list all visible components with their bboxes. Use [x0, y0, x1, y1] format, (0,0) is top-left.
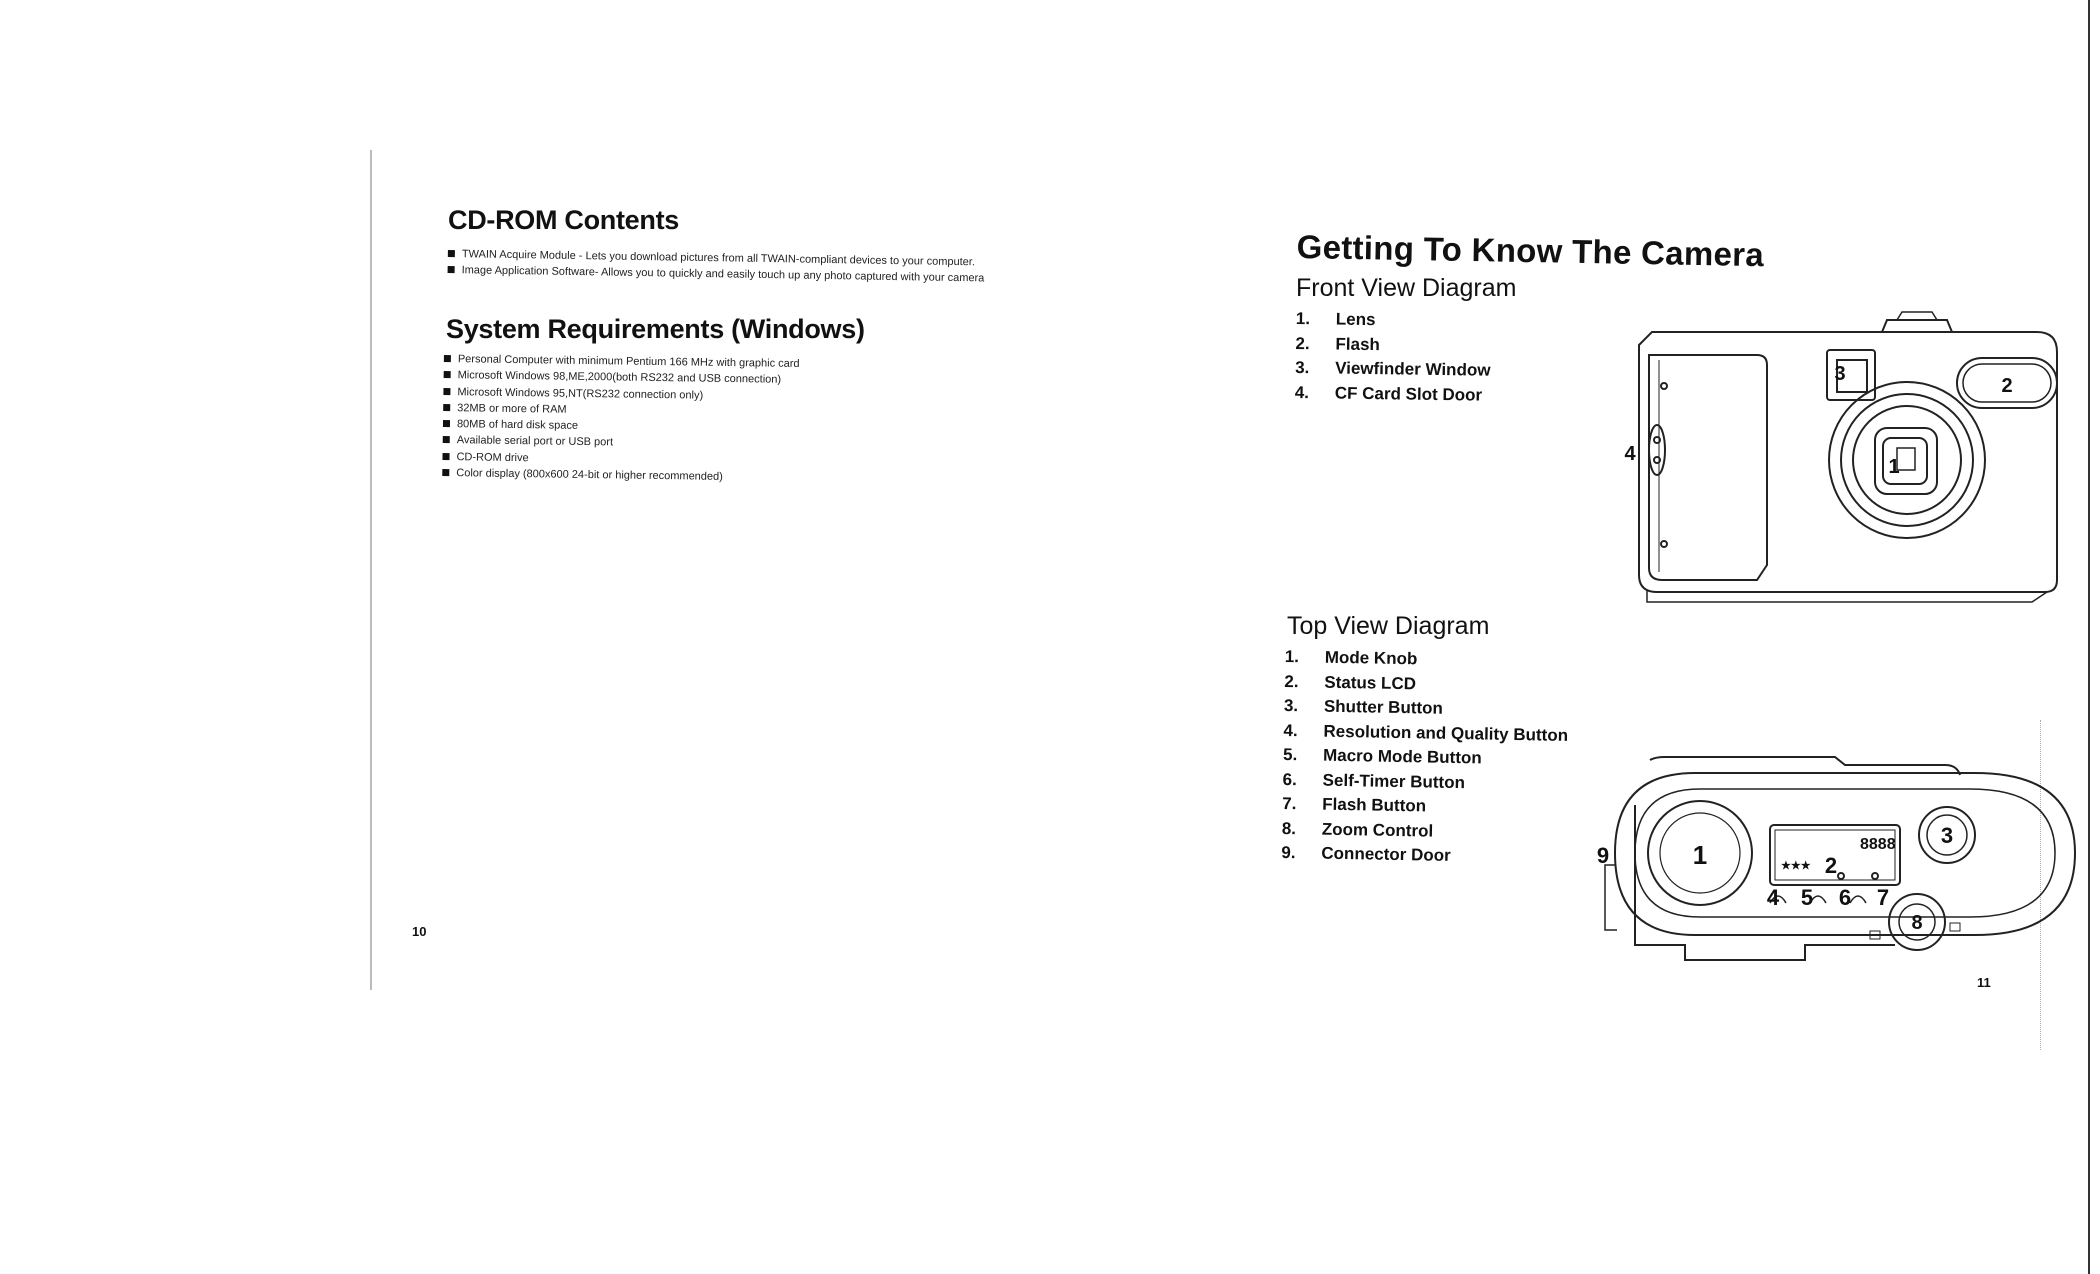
list-item: 6. Self-Timer Button — [1282, 769, 1466, 792]
list-item: 32MB or more of RAM — [443, 400, 799, 421]
top-view-heading: Top View Diagram — [1287, 612, 1490, 640]
list-item: 5. Macro Mode Button — [1282, 744, 1482, 768]
front-view-camera-diagram — [1527, 310, 2067, 610]
right-page — [1100, 0, 2100, 1274]
cd-rom-contents-list — [447, 246, 984, 287]
callout-mode-knob: 1 — [1692, 840, 1708, 870]
list-item: Personal Computer with minimum Pentium 166 MHz with graphic card — [444, 351, 800, 372]
lcd-readout: 8888 — [1860, 836, 1896, 853]
list-item: 4. Resolution and Quality Button — [1283, 720, 1569, 745]
callout-connector-door: 9 — [1596, 843, 1610, 868]
top-view-camera-diagram — [1505, 745, 2095, 975]
list-item: 9. Connector Door — [1281, 842, 1451, 865]
callout-flash: 2 — [2001, 375, 2013, 397]
callout-shutter: 3 — [1940, 823, 1954, 848]
list-item: Microsoft Windows 95,NT(RS232 connection only) — [443, 384, 799, 405]
list-item: 2. Flash — [1295, 333, 1381, 354]
page-number-left: 10 — [412, 924, 427, 939]
list-item: 1. Mode Knob — [1284, 646, 1418, 669]
list-item: TWAIN Acquire Module - Lets you download pictures from all TWAIN-compliant devices to your computer. — [448, 246, 985, 271]
page-title: Getting To Know The Camera — [1296, 228, 1765, 274]
callout-cf-door: 4 — [1624, 443, 1636, 465]
callout-macro-button: 5 — [1800, 885, 1814, 910]
list-item: 3. Shutter Button — [1283, 695, 1444, 718]
list-item: 80MB of hard disk space — [443, 416, 799, 437]
list-item: 7. Flash Button — [1282, 793, 1427, 816]
system-requirements-heading: System Requirements (Windows) — [446, 314, 865, 344]
callout-flash-button: 7 — [1876, 885, 1890, 910]
system-requirements-list — [442, 351, 800, 486]
list-item: 8. Zoom Control — [1281, 818, 1434, 841]
list-item: Microsoft Windows 98,ME,2000(both RS232 and USB connection) — [444, 367, 800, 388]
front-view-list — [1295, 307, 1492, 408]
cd-rom-contents-heading: CD-ROM Contents — [448, 205, 679, 235]
list-item: 4. CF Card Slot Door — [1294, 382, 1483, 405]
front-view-heading: Front View Diagram — [1296, 274, 1517, 302]
callout-self-timer-button: 6 — [1838, 885, 1852, 910]
list-item: Image Application Software- Allows you to quickly and easily touch up any photo captured with your camera — [447, 262, 984, 287]
page-number-right: 11 — [1977, 975, 1991, 990]
list-item: Color display (800x600 24-bit or higher recommended) — [442, 465, 798, 486]
list-item: CD-ROM drive — [442, 449, 798, 470]
list-item: 2. Status LCD — [1284, 671, 1417, 693]
lcd-stars: ★★★ — [1781, 860, 1811, 872]
callout-zoom-control: 8 — [1911, 912, 1923, 934]
callout-resolution-button: 4 — [1766, 885, 1780, 910]
callout-viewfinder: 3 — [1834, 363, 1846, 385]
callout-status-lcd: 2 — [1824, 853, 1838, 878]
callout-lens: 1 — [1888, 456, 1900, 478]
list-item: 1. Lens — [1295, 308, 1376, 330]
list-item: 3. Viewfinder Window — [1295, 357, 1491, 380]
list-item: Available serial port or USB port — [443, 432, 799, 453]
